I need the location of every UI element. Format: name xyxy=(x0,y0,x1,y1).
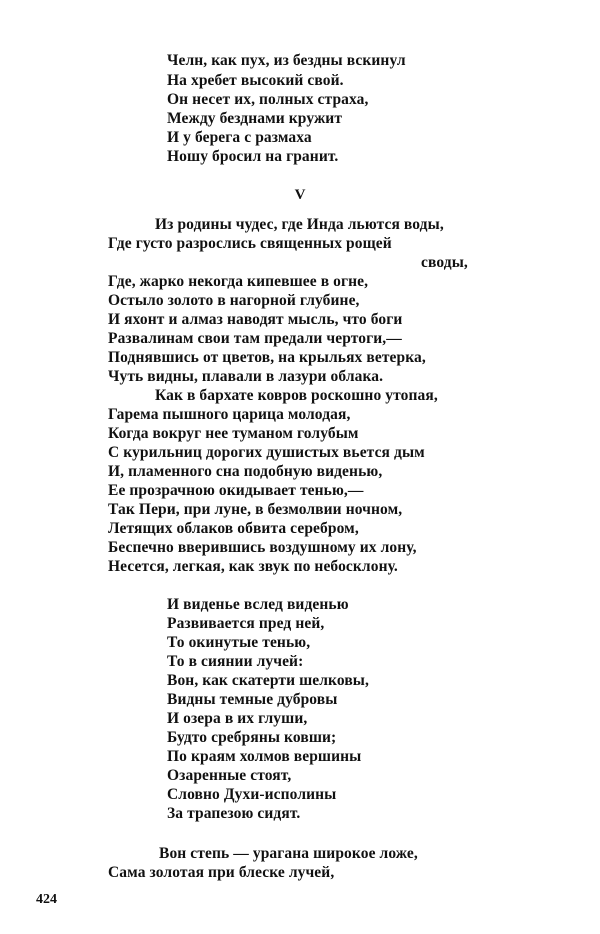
verse-line: На хребет высокий свой. xyxy=(167,72,344,89)
verse-line: Словно Духи-исполины xyxy=(167,786,337,803)
verse-line: Остыло золото в нагорной глубине, xyxy=(108,292,360,309)
verse-line: То окинутые тенью, xyxy=(167,634,311,651)
verse-line: Ее прозрачною окидывает тенью,— xyxy=(108,482,364,499)
verse-line: И, пламенного сна подобную виденью, xyxy=(108,463,383,480)
verse-line: И виденье вслед виденью xyxy=(167,596,349,613)
verse-line: И озера в их глуши, xyxy=(167,710,308,727)
verse-line: Где, жарко некогда кипевшее в огне, xyxy=(108,273,369,290)
verse-line: По краям холмов вершины xyxy=(167,748,362,765)
verse-line: С курильниц дорогих душистых вьется дым xyxy=(108,444,425,461)
verse-line: Летящих облаков обвита серебром, xyxy=(108,520,359,537)
verse-line: Вон, как скатерти шелковы, xyxy=(167,672,369,689)
verse-line: Вон степь — урагана широкое ложе, xyxy=(159,845,418,862)
verse-line: Развалинам свои там предали чертоги,— xyxy=(108,330,402,347)
verse-line: Челн, как пух, из бездны вскинул xyxy=(167,52,406,69)
verse-line: За трапезою сидят. xyxy=(167,805,301,822)
page-number: 424 xyxy=(36,892,57,907)
verse-line: Будто сребряны ковши; xyxy=(167,729,337,746)
verse-line: Развивается пред ней, xyxy=(167,615,325,632)
verse-line: Между безднами кружит xyxy=(167,110,343,127)
verse-line: Озаренные стоят, xyxy=(167,767,292,784)
verse-line: Видны темные дубровы xyxy=(167,691,338,708)
verse-line: И у берега с размаха xyxy=(167,129,312,146)
verse-line: Из родины чудес, где Инда льются воды, xyxy=(155,216,444,233)
verse-line: То в сиянии лучей: xyxy=(167,653,304,670)
verse-line: Беспечно вверившись воздушному их лону, xyxy=(108,539,417,556)
verse-line-continuation: своды, xyxy=(421,254,468,271)
verse-line: Несется, легкая, как звук по небосклону. xyxy=(108,558,398,575)
verse-line: Сама золотая при блеске лучей, xyxy=(108,864,335,881)
verse-line: Так Пери, при луне, в безмолвии ночном, xyxy=(108,501,403,518)
verse-line: Гарема пышного царица молодая, xyxy=(108,406,351,423)
section-heading: V xyxy=(294,187,306,203)
verse-line: Чуть видны, плавали в лазури облака. xyxy=(108,368,384,385)
verse-line: Он несет их, полных страха, xyxy=(167,91,369,108)
verse-line: Где густо разрослись священных рощей xyxy=(108,235,392,252)
verse-line: И яхонт и алмаз наводят мысль, что боги xyxy=(108,311,403,328)
verse-line: Поднявшись от цветов, на крыльях ветерка, xyxy=(108,349,426,366)
verse-line: Ношу бросил на гранит. xyxy=(167,148,339,165)
verse-line: Когда вокруг нее туманом голубым xyxy=(108,425,359,442)
verse-line: Как в бархате ковров роскошно утопая, xyxy=(155,387,438,404)
